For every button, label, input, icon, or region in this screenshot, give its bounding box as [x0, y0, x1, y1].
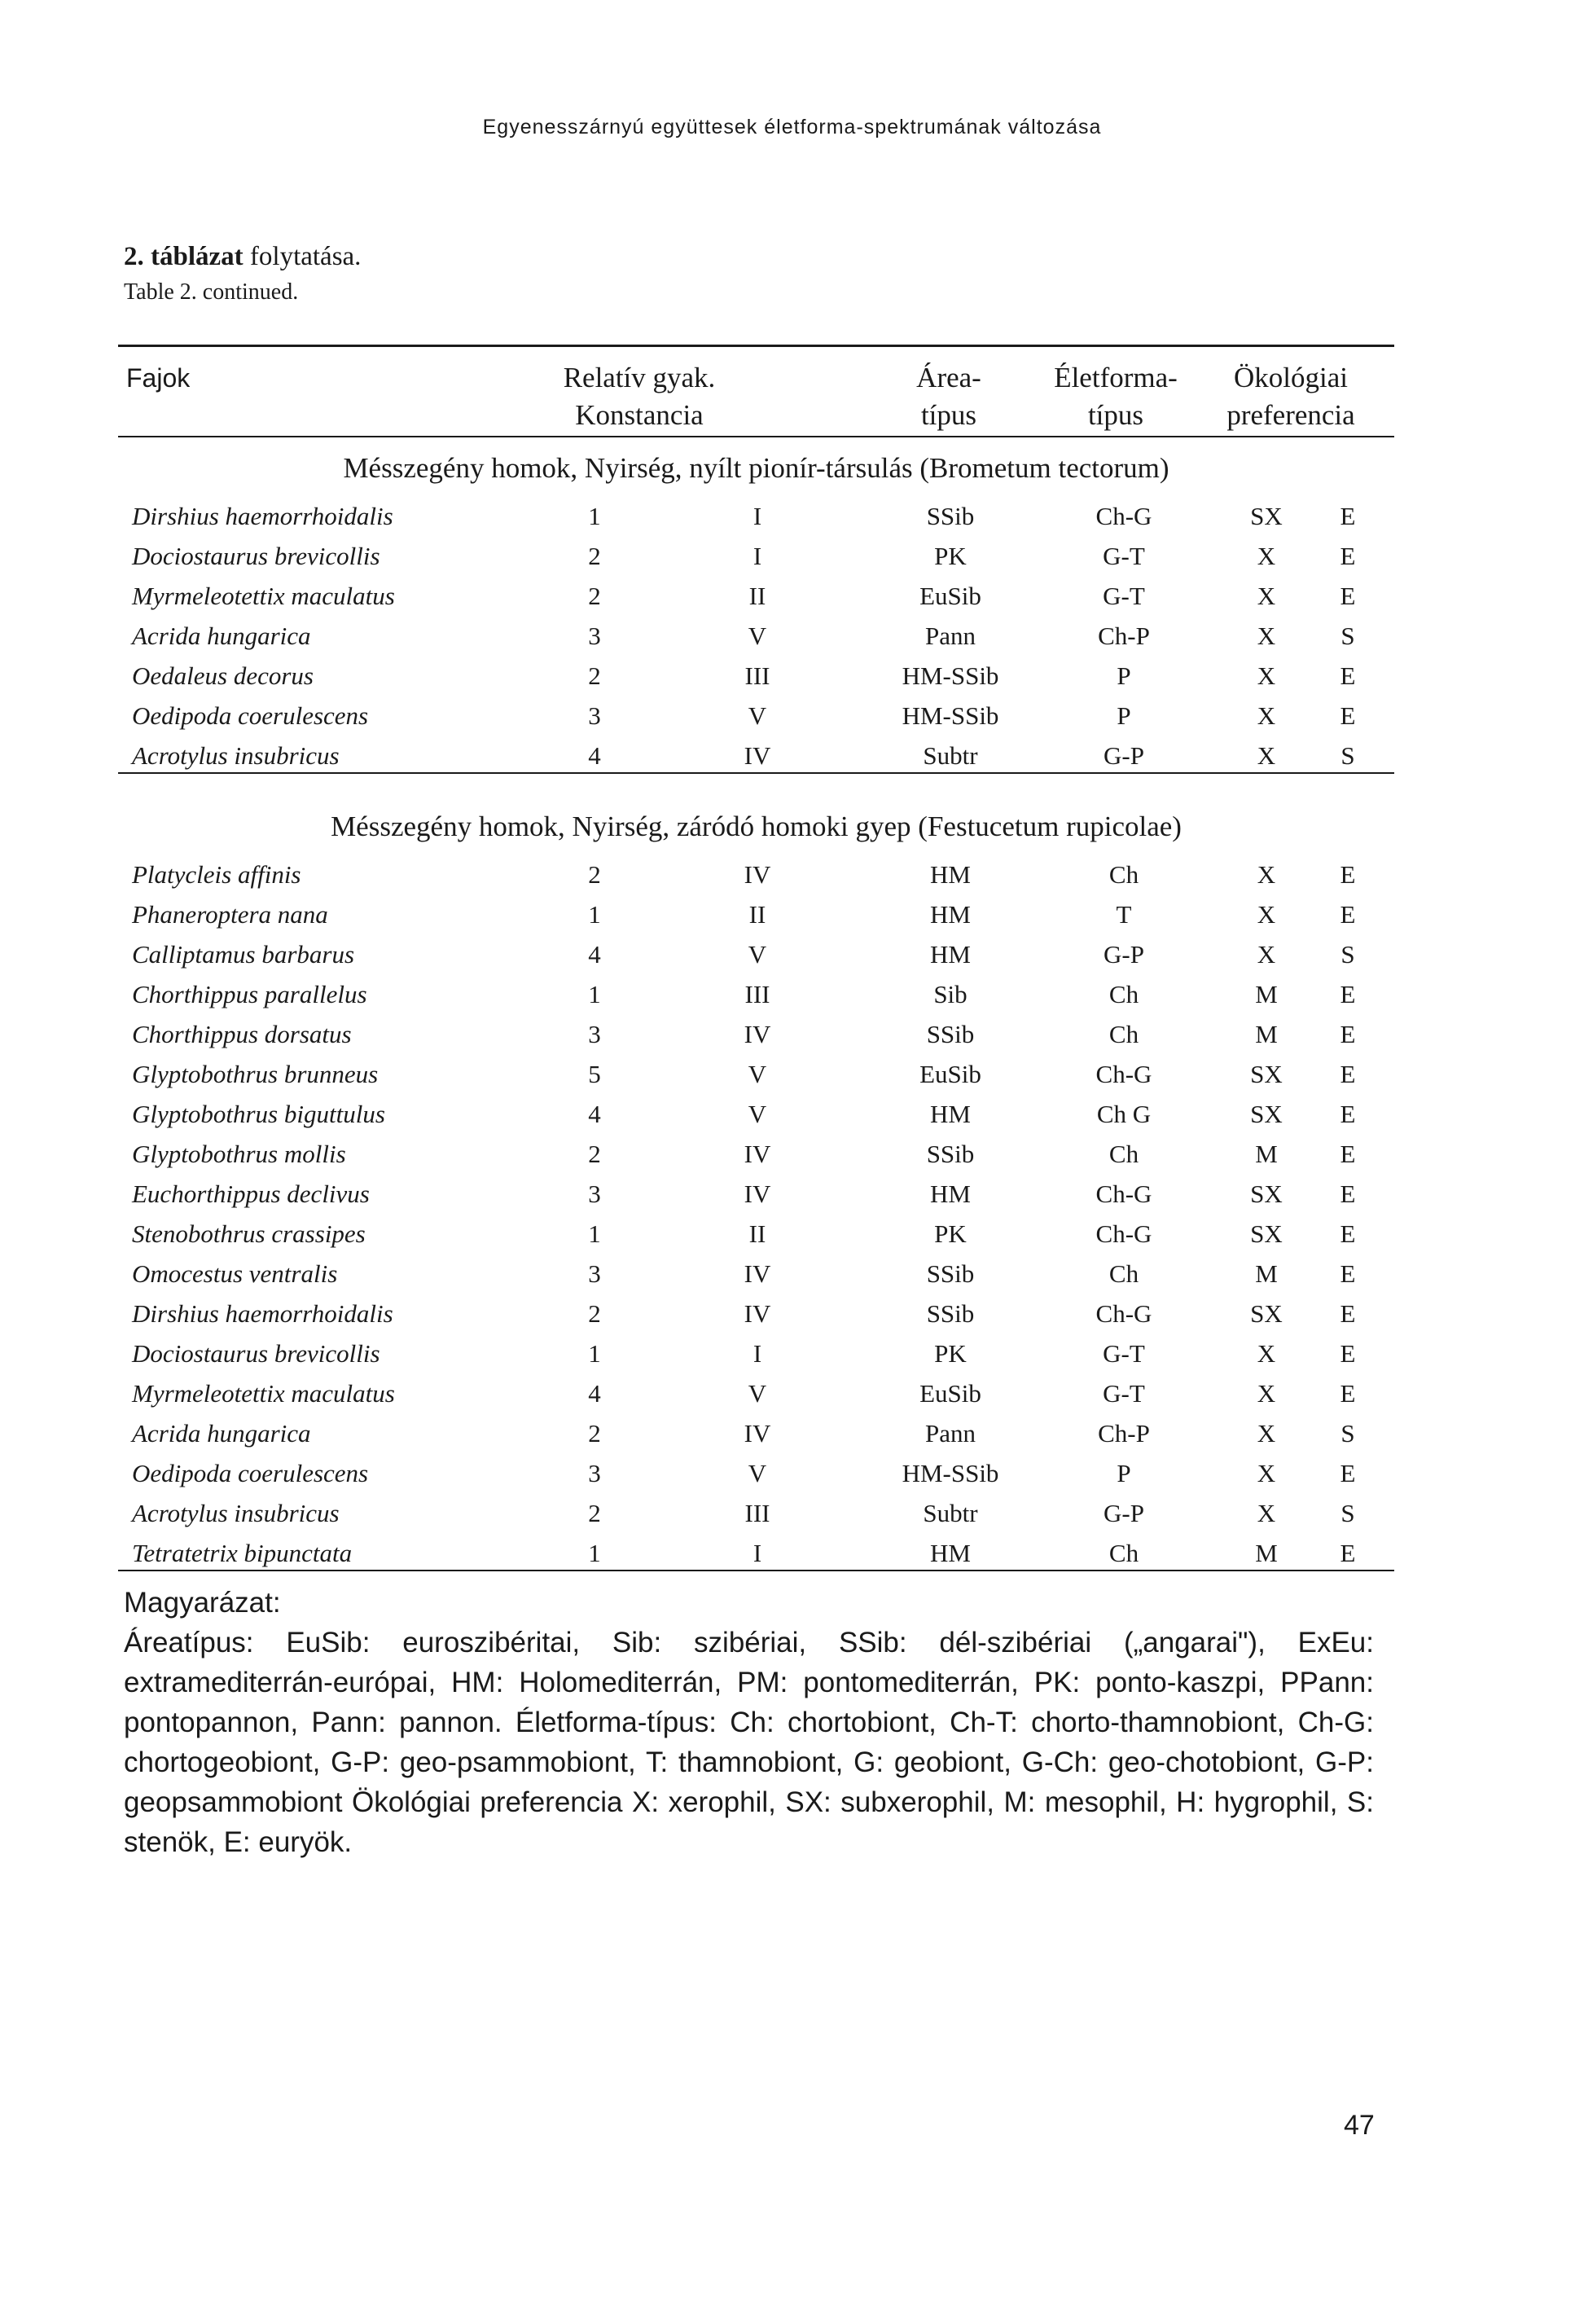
area-type: HM [930, 1100, 971, 1128]
ecological-preference: X [1257, 701, 1276, 730]
ecological-preference: SX [1250, 1180, 1283, 1208]
ecological-preference: SX [1250, 502, 1283, 530]
table-row [118, 1214, 1394, 1254]
ecological-preference: X [1257, 940, 1276, 969]
constancy: I [753, 1339, 762, 1368]
header-rel-line1: Relatív gyak. [563, 362, 716, 393]
area-type: Pann [925, 622, 976, 650]
species-name: Dirshius haemorrhoidalis [132, 502, 393, 530]
lifeform-type: Ch-P [1098, 1419, 1150, 1448]
ecological-preference: SX [1250, 1299, 1283, 1328]
table-row [118, 536, 1394, 576]
lifeform-type: Ch-G [1095, 1060, 1152, 1088]
constancy: V [748, 1459, 767, 1487]
table-row [118, 934, 1394, 974]
section-title: Mésszegény homok, Nyirség, záródó homoki gyep (Festucetum rupicolae) [331, 811, 1182, 842]
constancy: IV [744, 1020, 771, 1048]
lifeform-type: Ch-G [1095, 502, 1152, 530]
constancy: III [744, 980, 770, 1008]
table-row [118, 1054, 1394, 1094]
table-row [118, 1373, 1394, 1413]
relative-frequency: 3 [588, 1020, 601, 1048]
ecological-preference: X [1257, 1459, 1276, 1487]
constancy: II [748, 900, 766, 929]
relative-frequency: 1 [588, 502, 601, 530]
header-bottom-rule [118, 436, 1394, 437]
ecological-preference: X [1257, 582, 1276, 610]
table-row [118, 656, 1394, 696]
constancy: I [753, 542, 762, 570]
table-row [118, 894, 1394, 934]
area-type: HM [930, 900, 971, 929]
table-row [118, 1453, 1394, 1493]
lifeform-type: Ch-G [1095, 1299, 1152, 1328]
area-type: HM [930, 1180, 971, 1208]
area-type: SSib [926, 1020, 975, 1048]
ecological-preference: X [1257, 1499, 1276, 1527]
lifeform-type: T [1116, 900, 1132, 929]
lifeform-type: Ch G [1096, 1100, 1152, 1128]
tolerance: E [1340, 661, 1356, 690]
relative-frequency: 4 [588, 1379, 601, 1408]
lifeform-type: Ch [1108, 1259, 1139, 1288]
header-area-line1: Área- [916, 362, 981, 393]
lifeform-type: P [1117, 661, 1131, 690]
ecological-preference: X [1257, 1419, 1276, 1448]
header-eco-line1: Ökológiai [1234, 362, 1348, 393]
lifeform-type: G-T [1103, 1379, 1145, 1408]
caption-hu-rest: folytatása. [243, 242, 362, 271]
species-name: Oedipoda coerulescens [132, 1459, 369, 1487]
species-name: Calliptamus barbarus [132, 940, 355, 969]
caption-en: Table 2. continued. [124, 279, 299, 305]
species-name: Tetratetrix bipunctata [132, 1539, 353, 1567]
lifeform-type: G-T [1103, 542, 1145, 570]
constancy: II [748, 582, 766, 610]
table-row [118, 576, 1394, 616]
tolerance: S [1340, 1499, 1355, 1527]
ecological-preference: M [1255, 1140, 1278, 1168]
section-title: Mésszegény homok, Nyirség, nyílt pionír-társulás (Brometum tectorum) [343, 452, 1169, 484]
species-name: Oedaleus decorus [132, 661, 314, 690]
header-species: Fajok [126, 363, 191, 393]
ecological-preference: X [1257, 741, 1276, 770]
area-type: PK [934, 1339, 967, 1368]
ecological-preference: M [1255, 1539, 1278, 1567]
tolerance: E [1340, 1020, 1356, 1048]
tolerance: E [1340, 1459, 1356, 1487]
area-type: HM [930, 860, 971, 889]
section-bottom-rule [118, 1570, 1394, 1571]
relative-frequency: 1 [588, 900, 601, 929]
species-name: Omocestus ventralis [132, 1259, 338, 1288]
ecological-preference: X [1257, 542, 1276, 570]
tolerance: E [1340, 701, 1356, 730]
relative-frequency: 2 [588, 860, 601, 889]
relative-frequency: 2 [588, 582, 601, 610]
ecological-preference: M [1255, 1020, 1278, 1048]
constancy: IV [744, 1299, 771, 1328]
table-row [118, 1294, 1394, 1333]
relative-frequency: 4 [588, 741, 601, 770]
species-name: Chorthippus dorsatus [132, 1020, 352, 1048]
ecological-preference: SX [1250, 1060, 1283, 1088]
constancy: III [744, 661, 770, 690]
table-row [118, 736, 1394, 775]
section-bottom-rule [118, 772, 1394, 774]
area-type: HM-SSib [902, 701, 999, 730]
lifeform-type: G-P [1104, 1499, 1144, 1527]
constancy: V [748, 622, 767, 650]
table-row [118, 616, 1394, 656]
constancy: V [748, 1060, 767, 1088]
caption-hu-bold: 2. táblázat [124, 242, 244, 271]
relative-frequency: 2 [588, 542, 601, 570]
species-name: Acrotylus insubricus [132, 1499, 340, 1527]
tolerance: E [1340, 860, 1356, 889]
area-type: EuSib [919, 1060, 981, 1088]
relative-frequency: 3 [588, 622, 601, 650]
header-relative-frequency [542, 359, 737, 434]
species-name: Euchorthippus declivus [132, 1180, 370, 1208]
header-life-line1: Életforma- [1054, 362, 1178, 393]
relative-frequency: 2 [588, 1140, 601, 1168]
relative-frequency: 3 [588, 1180, 601, 1208]
relative-frequency: 1 [588, 1339, 601, 1368]
species-name: Stenobothrus crassipes [132, 1219, 366, 1248]
running-header: Egyenesszárnyú együttesek életforma-spektrumának változása [482, 116, 1102, 138]
tolerance: E [1340, 1299, 1356, 1328]
relative-frequency: 3 [588, 701, 601, 730]
relative-frequency: 1 [588, 1539, 601, 1567]
lifeform-type: P [1117, 701, 1131, 730]
constancy: IV [744, 741, 771, 770]
legend-title: Magyarázat: [124, 1587, 281, 1619]
tolerance: E [1340, 1379, 1356, 1408]
relative-frequency: 5 [588, 1060, 601, 1088]
legend [124, 1583, 1374, 1862]
ecological-preference: X [1257, 1339, 1276, 1368]
lifeform-type: G-T [1103, 1339, 1145, 1368]
area-type: EuSib [919, 582, 981, 610]
constancy: IV [744, 1419, 771, 1448]
tolerance: S [1340, 741, 1355, 770]
tolerance: S [1340, 940, 1355, 969]
tolerance: S [1340, 622, 1355, 650]
tolerance: E [1340, 502, 1356, 530]
constancy: V [748, 940, 767, 969]
constancy: IV [744, 860, 771, 889]
species-name: Myrmeleotettix maculatus [132, 582, 395, 610]
constancy: II [748, 1219, 766, 1248]
constancy: V [748, 701, 767, 730]
ecological-preference: X [1257, 661, 1276, 690]
table-row [118, 974, 1394, 1014]
area-type: EuSib [919, 1379, 981, 1408]
area-type: HM [930, 940, 971, 969]
tolerance: E [1340, 1259, 1356, 1288]
species-name: Dociostaurus brevicollis [132, 542, 380, 570]
lifeform-type: G-T [1103, 582, 1145, 610]
constancy: V [748, 1379, 767, 1408]
ecological-preference: SX [1250, 1100, 1283, 1128]
tolerance: E [1340, 1100, 1356, 1128]
constancy: I [753, 502, 762, 530]
header-eco-line2: preferencia [1226, 399, 1355, 431]
species-name: Glyptobothrus mollis [132, 1140, 346, 1168]
relative-frequency: 2 [588, 1299, 601, 1328]
area-type: Subtr [923, 1499, 978, 1527]
area-type: PK [934, 542, 967, 570]
lifeform-type: Ch-P [1098, 622, 1150, 650]
species-name: Glyptobothrus biguttulus [132, 1100, 385, 1128]
table-row [118, 1413, 1394, 1453]
constancy: IV [744, 1180, 771, 1208]
species-name: Platycleis affinis [132, 860, 301, 889]
relative-frequency: 3 [588, 1459, 601, 1487]
lifeform-type: Ch-G [1095, 1180, 1152, 1208]
constancy: IV [744, 1259, 771, 1288]
tolerance: E [1340, 1140, 1356, 1168]
ecological-preference: SX [1250, 1219, 1283, 1248]
tolerance: E [1340, 980, 1356, 1008]
page-number: 47 [1344, 2110, 1375, 2141]
tolerance: E [1340, 900, 1356, 929]
legend-text: Áreatípus: EuSib: euroszibéritai, Sib: szibériai, SSib: dél-szibériai („angarai"), ExEu: extramediterrán-európai, HM: Holomediterrán, PM: pontomediterrán, PK: ponto-kaszpi, PPann: pontopannon, Pann: pannon. Életforma-típus: Ch: chortobiont, Ch-T: chorto-thamnobiont, Ch-G: chortogeobiont, G-P: geo-psammobiont, T: thamnobiont, G: geobiont, G-Ch: geo-chotobiont, G-P: geopsammobiont Ökológiai preferencia X: xerophil, SX: subxerophil, M: mesophil, H: hygrophil, S: stenök, E: euryök. [124, 1627, 1374, 1858]
species-name: Dirshius haemorrhoidalis [132, 1299, 393, 1328]
relative-frequency: 1 [588, 980, 601, 1008]
constancy: III [744, 1499, 770, 1527]
area-type: SSib [926, 1140, 975, 1168]
lifeform-type: Ch [1108, 980, 1139, 1008]
lifeform-type: G-P [1104, 741, 1144, 770]
area-type: HM [930, 1539, 971, 1567]
relative-frequency: 3 [588, 1259, 601, 1288]
table-row [118, 1174, 1394, 1214]
table-row [118, 1134, 1394, 1174]
header-rel-line2: Konstancia [575, 399, 704, 431]
relative-frequency: 2 [588, 1419, 601, 1448]
tolerance: S [1340, 1419, 1355, 1448]
relative-frequency: 4 [588, 1100, 601, 1128]
constancy: I [753, 1539, 762, 1567]
species-name: Glyptobothrus brunneus [132, 1060, 379, 1088]
table-row [118, 696, 1394, 736]
relative-frequency: 1 [588, 1219, 601, 1248]
table-top-rule [118, 345, 1394, 347]
table-row [118, 854, 1394, 894]
header-lifeform-type [1030, 359, 1201, 434]
area-type: Sib [933, 980, 968, 1008]
tolerance: E [1340, 1180, 1356, 1208]
area-type: SSib [926, 1299, 975, 1328]
lifeform-type: P [1117, 1459, 1131, 1487]
area-type: SSib [926, 1259, 975, 1288]
species-name: Acrida hungarica [132, 622, 311, 650]
species-name: Chorthippus parallelus [132, 980, 367, 1008]
ecological-preference: X [1257, 860, 1276, 889]
ecological-preference: X [1257, 622, 1276, 650]
table-row [118, 1254, 1394, 1294]
lifeform-type: G-P [1104, 940, 1144, 969]
ecological-preference: M [1255, 1259, 1278, 1288]
lifeform-type: Ch [1108, 860, 1139, 889]
header-area-type [863, 359, 1034, 434]
species-name: Oedipoda coerulescens [132, 701, 369, 730]
table-row [118, 1493, 1394, 1533]
tolerance: E [1340, 1339, 1356, 1368]
area-type: SSib [926, 502, 975, 530]
species-name: Acrida hungarica [132, 1419, 311, 1448]
area-type: HM-SSib [902, 1459, 999, 1487]
area-type: Pann [925, 1419, 976, 1448]
constancy: IV [744, 1140, 771, 1168]
table-row [118, 1094, 1394, 1134]
lifeform-type: Ch [1108, 1020, 1139, 1048]
relative-frequency: 2 [588, 661, 601, 690]
relative-frequency: 2 [588, 1499, 601, 1527]
area-type: Subtr [923, 741, 978, 770]
lifeform-type: Ch [1108, 1539, 1139, 1567]
area-type: PK [934, 1219, 967, 1248]
ecological-preference: X [1257, 1379, 1276, 1408]
header-area-line2: típus [920, 399, 977, 431]
tolerance: E [1340, 582, 1356, 610]
tolerance: E [1340, 542, 1356, 570]
relative-frequency: 4 [588, 940, 601, 969]
lifeform-type: Ch [1108, 1140, 1139, 1168]
lifeform-type: Ch-G [1095, 1219, 1152, 1248]
species-name: Myrmeleotettix maculatus [132, 1379, 395, 1408]
header-life-line2: típus [1087, 399, 1144, 431]
constancy: V [748, 1100, 767, 1128]
species-name: Phaneroptera nana [132, 900, 328, 929]
species-name: Acrotylus insubricus [132, 741, 340, 770]
ecological-preference: X [1257, 900, 1276, 929]
table-row [118, 1533, 1394, 1573]
ecological-preference: M [1255, 980, 1278, 1008]
table-caption [124, 239, 361, 310]
area-type: HM-SSib [902, 661, 999, 690]
species-name: Dociostaurus brevicollis [132, 1339, 380, 1368]
caption-hu [124, 239, 361, 275]
header-ecological-preference [1193, 359, 1389, 434]
tolerance: E [1340, 1539, 1356, 1567]
table-row [118, 1333, 1394, 1373]
table-row [118, 496, 1394, 536]
table-row [118, 1014, 1394, 1054]
tolerance: E [1340, 1219, 1356, 1248]
tolerance: E [1340, 1060, 1356, 1088]
